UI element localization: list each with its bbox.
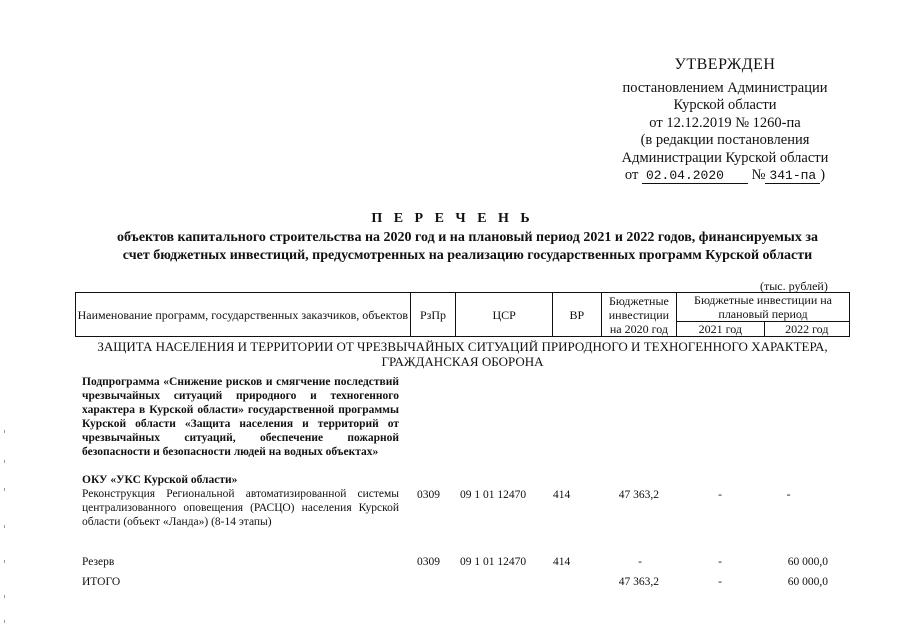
row-1-budget-2020: 47 363,2 — [618, 489, 659, 501]
col-header-budget-2020: Бюджетные инвестиции на 2020 год — [601, 293, 676, 337]
approval-line-5: Администрации Курской области — [621, 149, 829, 166]
row-2-vr: 414 — [553, 556, 571, 568]
col-header-budget-plan: Бюджетные инвестиции на плановый период — [677, 293, 850, 322]
total-label: ИТОГО — [82, 576, 121, 588]
row-2-csr: 09 1 01 12470 — [460, 556, 527, 568]
document-heading: П Е Р Е Ч Е Н Ь — [371, 211, 534, 226]
approval-line-1: постановлением Администрации — [622, 79, 828, 96]
row-1-name: Реконструкция Региональной автоматизированной системы централизованного оповещения (РАСЦО) населения Курской области (объект «Ланда») (8-14 этапы) — [82, 488, 399, 528]
total-budget-2021: - — [718, 576, 722, 588]
row-1-budget-2021: - — [718, 489, 722, 501]
approval-line-3: от 12.12.2019 № 1260-па — [649, 114, 801, 131]
approval-block — [600, 56, 850, 185]
total-budget-2022: 60 000,0 — [787, 576, 828, 588]
row-2-budget-2022: 60 000,0 — [787, 556, 828, 568]
row-2-rzpr: 0309 — [417, 556, 440, 568]
approval-heading: УТВЕРЖДЕН — [674, 56, 776, 73]
approval-line-2: Курской области — [673, 97, 777, 113]
section-title: ЗАЩИТА НАСЕЛЕНИЯ И ТЕРРИТОРИИ ОТ ЧРЕЗВЫЧАЙНЫХ СИТУАЦИЙ ПРИРОДНОГО И ТЕХНОГЕННОГО ХАРАКТЕРА, ГРАЖДАНСКАЯ ОБОРОНА — [97, 339, 828, 369]
total-budget-2020: 47 363,2 — [618, 576, 659, 588]
units-label: (тыс. рублей) — [760, 279, 828, 293]
row-2-name: Резерв — [82, 556, 115, 568]
row-1-csr: 09 1 01 12470 — [460, 489, 527, 501]
approval-line-4: (в редакции постановления — [640, 132, 810, 148]
customer-name: ОКУ «УКС Курской области» — [82, 474, 238, 486]
col-header-vr: ВР — [552, 293, 601, 337]
subprogram-text: Подпрограмма «Снижение рисков и смягчение последствий чрезвычайных ситуаций природного и техногенного характера в Курской области» государственной программы Курской области «Защита населения и территорий от чрезвычайных ситуаций, обеспечение пожарной безопасности и безопасности людей на водных объектах» — [82, 376, 399, 458]
number-label: № — [751, 167, 766, 183]
col-header-2022: 2022 год — [764, 322, 849, 337]
table-header — [75, 292, 850, 337]
approval-line-6 — [600, 167, 850, 185]
subtitle-line-2: счет бюджетных инвестиций, предусмотренных на реализацию государственных программ Курской области — [122, 248, 813, 263]
close-paren: ) — [820, 167, 826, 183]
amendment-number: 341-па — [765, 169, 820, 184]
scan-margin-marks — [4, 430, 6, 630]
row-2-budget-2020: - — [638, 556, 642, 568]
row-1-vr: 414 — [553, 489, 571, 501]
document-subtitle — [0, 229, 905, 265]
col-header-rzpr: РзПр — [410, 293, 456, 337]
col-header-2021: 2021 год — [677, 322, 764, 337]
col-header-name: Наименование программ, государственных заказчиков, объектов — [76, 293, 411, 337]
row-1-budget-2022: - — [786, 489, 791, 501]
row-1-rzpr: 0309 — [417, 489, 440, 501]
amendment-date: 02.04.2020 — [642, 169, 748, 184]
from-label: от — [624, 167, 639, 183]
row-2-budget-2021: - — [718, 556, 722, 568]
subtitle-line-1: объектов капитального строительства на 2020 год и на плановый период 2021 и 2022 годов, финансируемых за — [117, 230, 818, 245]
col-header-csr: ЦСР — [456, 293, 553, 337]
